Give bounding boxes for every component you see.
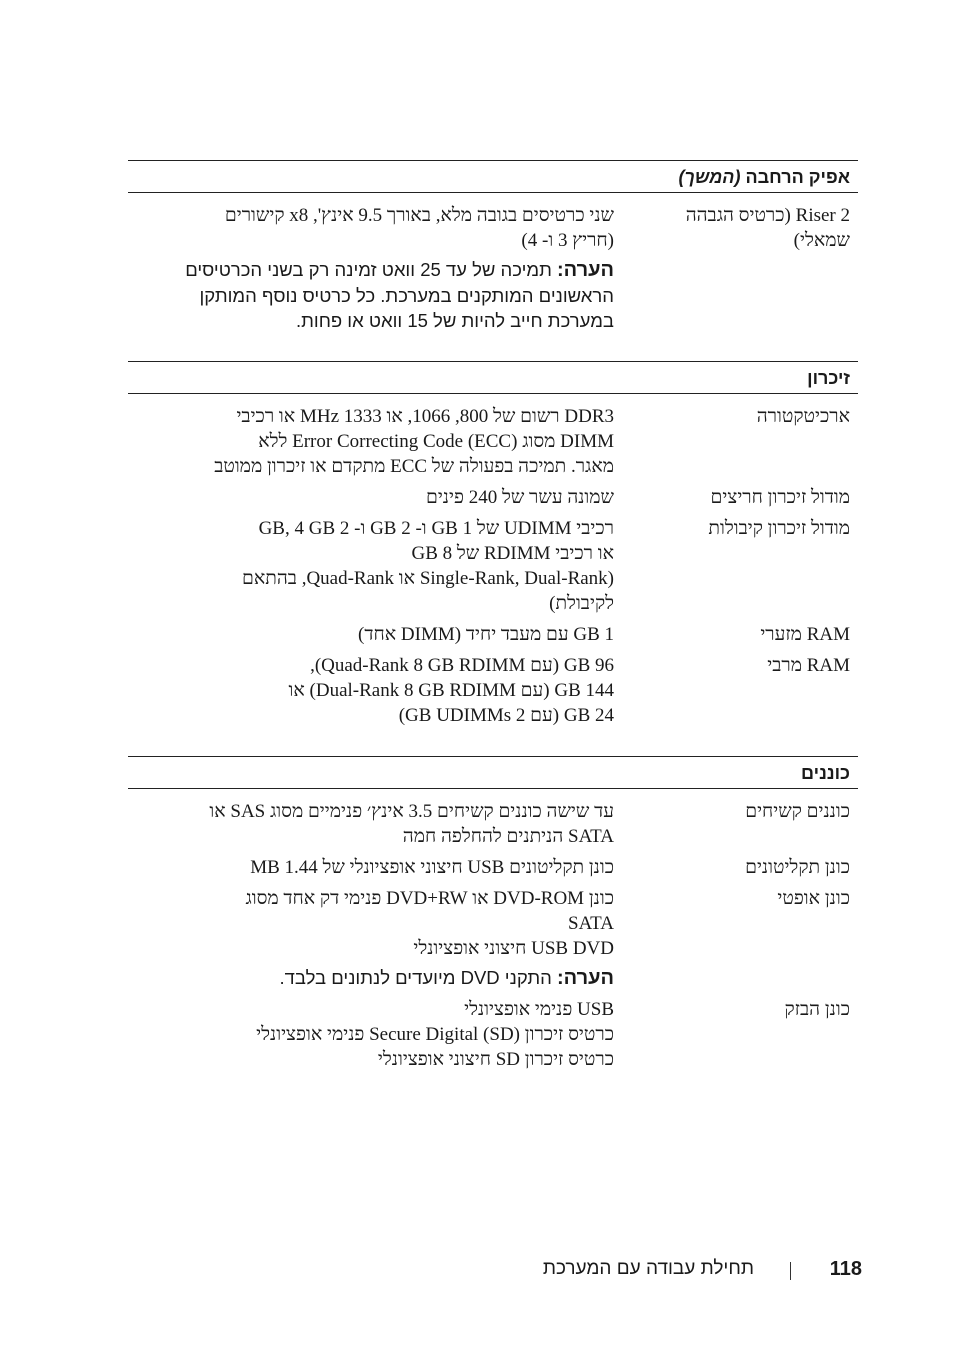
spec-row	[128, 799, 858, 849]
spec-label	[614, 855, 858, 880]
spec-value	[128, 653, 614, 728]
spec-row	[128, 516, 858, 616]
spec-row	[128, 404, 858, 479]
spec-label-line: כוננים קשיחים	[745, 801, 850, 822]
spec-value-line: לקיבולת)	[549, 593, 614, 614]
spec-row	[128, 653, 858, 728]
note-text: התקני DVD מיועדים לנתונים בלבד.	[279, 967, 552, 988]
spec-value-line: DDR3 רשום של 800, 1066, או 1333 MHz או רכיבי	[236, 406, 614, 427]
spec-section	[128, 756, 858, 1078]
spec-value-line: כונן תקליטונים USB חיצוני אופציונלי של 1.44 MB	[250, 857, 614, 878]
note-label: הערה:	[557, 259, 614, 281]
spec-value-line: 1 GB עם מעבד יחיד (DIMM אחד)	[358, 624, 614, 645]
spec-value-line: או רכיבי RDIMM של 8 GB	[411, 543, 614, 564]
note	[146, 965, 614, 991]
note	[146, 257, 614, 333]
spec-value	[128, 404, 614, 479]
spec-label	[614, 203, 858, 333]
spec-row	[128, 855, 858, 880]
spec-value-line: DIMM מסוג Error Correcting Code (ECC) ללא	[258, 431, 614, 452]
spec-value	[128, 485, 614, 510]
spec-label-line: מודול זיכרון קיבולות	[708, 518, 850, 539]
spec-value-line: רכיבי UDIMM של 1 GB ו- 2 GB ו- 2 GB, 4 GB	[258, 518, 614, 539]
section-title: אפיק הרחבה	[745, 167, 850, 187]
spec-value-line: USB DVD חיצוני אופציונלי	[413, 938, 614, 959]
spec-label	[614, 622, 858, 647]
section-heading	[128, 160, 858, 193]
spec-row	[128, 485, 858, 510]
spec-value-line: כרטיס זיכרון SD חיצוני אופציונלי	[377, 1049, 614, 1070]
spec-label	[614, 997, 858, 1072]
spec-value-line: 96 GB (עם Quad-Rank 8 GB RDIMM),	[310, 655, 614, 676]
section-title: זיכרון	[807, 368, 850, 388]
spec-value-line: USB פנימי אופציונלי	[464, 999, 614, 1020]
spec-value-line: 144 GB (עם Dual-Rank 8 GB RDIMM) או	[288, 680, 614, 701]
spec-label	[614, 799, 858, 849]
spec-label-line: כונן תקליטונים	[745, 857, 850, 878]
spec-value-line: עד שישה כוננים קשיחים 3.5 אינץ׳ פנימיים מסוג SAS או	[209, 801, 614, 822]
spec-section	[128, 160, 858, 339]
spec-table	[128, 160, 858, 1100]
spec-label-line: ארכיטקטורה	[756, 406, 850, 427]
spec-label-line: Riser 2 (כרטיס הגבהה	[685, 205, 850, 226]
spec-value-line: שני כרטיסים בגובה מלא, באורך 9.5 אינץ', x8 קישורים	[224, 205, 614, 226]
spec-row	[128, 622, 858, 647]
spec-value-line: כונן DVD-ROM או DVD+RW פנימי דק אחד מסוג	[245, 888, 614, 909]
footer-title: תחילת עבודה עם המערכת	[542, 1258, 754, 1279]
spec-value	[128, 886, 614, 991]
footer-divider	[790, 1262, 791, 1280]
spec-value	[128, 855, 614, 880]
spec-label	[614, 886, 858, 991]
spec-value-line: SATA הניתנים להחלפה חמה	[402, 826, 614, 847]
section-title-continued: (המשך)	[678, 167, 741, 187]
spec-value-line: SATA	[568, 913, 614, 934]
spec-label	[614, 485, 858, 510]
spec-value-line: (Single-Rank, Dual-Rank או Quad-Rank, בהתאם	[242, 568, 614, 589]
spec-value	[128, 203, 614, 333]
spec-row	[128, 997, 858, 1072]
spec-label-line: שמאלי)	[793, 230, 850, 251]
spec-value-line: כרטיס זיכרון Secure Digital (SD) פנימי אופציונלי	[256, 1024, 614, 1045]
spec-label-line: כונן הבזק	[784, 999, 850, 1020]
spec-value	[128, 997, 614, 1072]
page-number: 118	[829, 1258, 862, 1280]
spec-value-line: שמונה עשר של 240 פינים	[425, 487, 614, 508]
spec-value	[128, 622, 614, 647]
section-heading	[128, 361, 858, 394]
page-footer	[0, 1258, 954, 1288]
spec-section	[128, 361, 858, 734]
spec-value	[128, 516, 614, 616]
spec-label	[614, 404, 858, 479]
section-heading	[128, 756, 858, 789]
spec-label-line: RAM מרבי	[767, 655, 850, 676]
spec-value-line: מאגר. תמיכה בפעולה של ECC מתקדם או זיכרון ממוטב	[214, 456, 614, 477]
spec-value	[128, 799, 614, 849]
spec-label	[614, 516, 858, 616]
spec-value-line: (חריץ 3 ו- 4)	[521, 230, 614, 251]
spec-value-line: 24 GB (עם 2 GB UDIMMs)	[398, 705, 614, 726]
spec-row	[128, 886, 858, 991]
spec-label	[614, 653, 858, 728]
spec-label-line: RAM מזערי	[760, 624, 850, 645]
spec-label-line: מודול זיכרון חריצים	[710, 487, 850, 508]
spec-label-line: כונן אופטי	[777, 888, 850, 909]
section-title: כוננים	[801, 763, 850, 783]
note-text: תמיכה של עד 25 וואט זמינה רק בשני הכרטיסים הראשונים המותקנים במערכת. כל כרטיס נוסף המותקן במערכת חייב להיות של 15 וואט או פחות.	[185, 259, 614, 331]
note-label: הערה:	[557, 967, 614, 989]
spec-row	[128, 203, 858, 333]
